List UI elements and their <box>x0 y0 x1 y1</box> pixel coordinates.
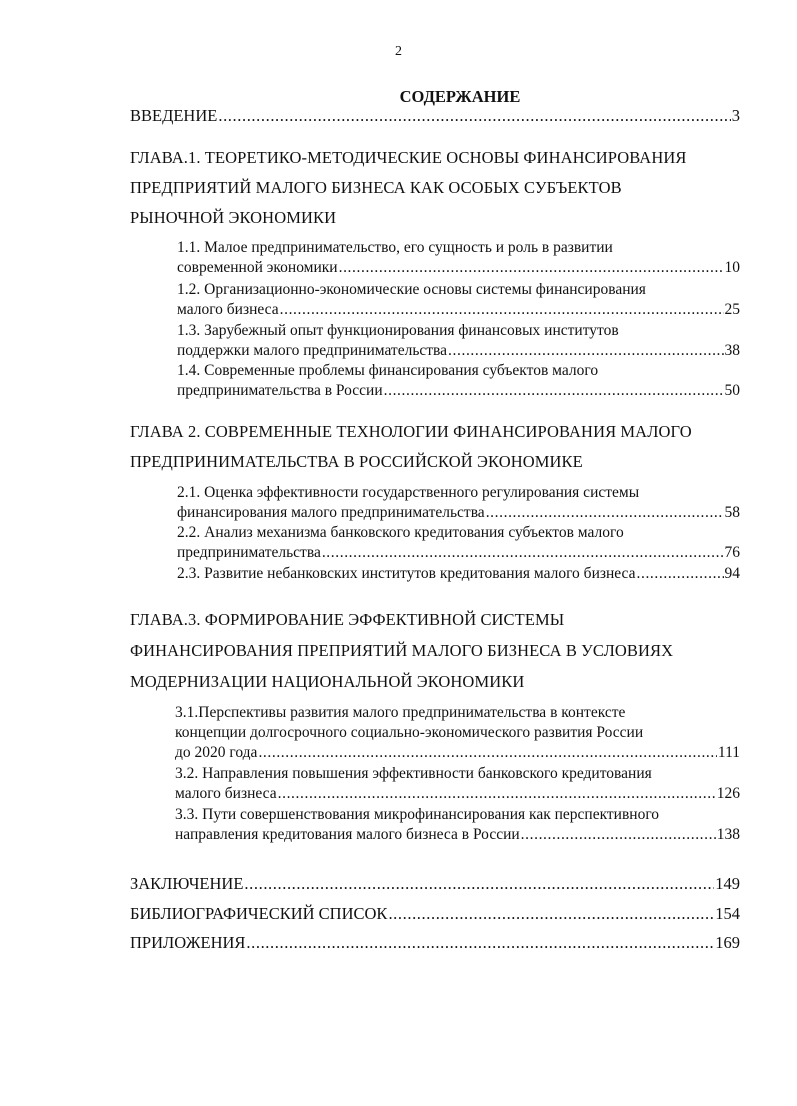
toc-entry-label: финансирования малого предпринимательства <box>177 504 485 521</box>
toc-entry-page: 138 <box>716 826 740 843</box>
chapter-title-line: ГЛАВА.1. ТЕОРЕТИКО-МЕТОДИЧЕСКИЕ ОСНОВЫ ФИНАНСИРОВАНИЯ <box>130 148 687 167</box>
toc-entry-page: 38 <box>724 342 740 359</box>
leader-dots <box>637 564 724 584</box>
toc-entry-label: ВВЕДЕНИЕ <box>130 106 218 125</box>
toc-entry-label: предпринимательства <box>177 544 321 561</box>
leader-dots <box>278 784 716 804</box>
toc-entry-page: 3 <box>731 106 740 125</box>
toc-entry-label: современной экономики <box>177 259 338 276</box>
leader-dots <box>258 743 716 763</box>
chapter-title-line: ГЛАВА 2. СОВРЕМЕННЫЕ ТЕХНОЛОГИИ ФИНАНСИРОВАНИЯ МАЛОГО <box>130 422 692 441</box>
toc-entry-page: 126 <box>716 785 740 802</box>
leader-dots <box>246 933 714 953</box>
leader-dots <box>486 503 724 523</box>
leader-dots <box>339 258 724 278</box>
toc-entry-label: ЗАКЛЮЧЕНИЕ <box>130 874 244 893</box>
chapter-title-line: ФИНАНСИРОВАНИЯ ПРЕПРИЯТИЙ МАЛОГО БИЗНЕСА В УСЛОВИЯХ <box>130 641 674 660</box>
toc-entry-page: 149 <box>715 874 740 893</box>
toc-entry-label: предпринимательства в России <box>177 382 383 399</box>
leader-dots <box>448 341 723 361</box>
toc-entry-appendices[interactable] <box>130 933 740 953</box>
toc-entry-page: 111 <box>717 744 740 761</box>
toc-entry-3-2[interactable] <box>175 784 740 804</box>
leader-dots <box>280 300 724 320</box>
section-3-1-line2: концепции долгосрочного социально-экономического развития России <box>175 724 644 741</box>
toc-entry-intro[interactable] <box>130 106 740 126</box>
chapter-title-line: ПРЕДПРИЯТИЙ МАЛОГО БИЗНЕСА КАК ОСОБЫХ СУБЪЕКТОВ <box>130 178 622 197</box>
toc-entry-conclusion[interactable] <box>130 874 740 894</box>
section-3-3-line1: 3.3. Пути совершенствования микрофинансирования как перспективного <box>175 806 660 823</box>
toc-entry-page: 25 <box>724 301 740 318</box>
toc-entry-label: до 2020 года <box>175 744 258 761</box>
section-1-1-line1: 1.1. Малое предпринимательство, его сущность и роль в развитии <box>177 239 613 256</box>
toc-entry-1-2[interactable] <box>177 300 740 320</box>
toc-entry-label: 2.3. Развитие небанковских институтов кредитования малого бизнеса <box>177 565 636 582</box>
toc-entry-label: направления кредитования малого бизнеса в России <box>175 826 520 843</box>
toc-entry-label: поддержки малого предпринимательства <box>177 342 448 359</box>
toc-entry-page: 58 <box>724 504 740 521</box>
toc-entry-2-1[interactable] <box>177 503 740 523</box>
leader-dots <box>322 543 724 563</box>
section-1-3-line1: 1.3. Зарубежный опыт функционирования финансовых институтов <box>177 322 619 339</box>
leader-dots <box>244 874 714 894</box>
chapter-title-line: ГЛАВА.3. ФОРМИРОВАНИЕ ЭФФЕКТИВНОЙ СИСТЕМЫ <box>130 610 565 629</box>
toc-entry-label: БИБЛИОГРАФИЧЕСКИЙ СПИСОК <box>130 904 388 923</box>
page-number: 2 <box>395 44 402 59</box>
toc-entry-1-1[interactable] <box>177 258 740 278</box>
toc-entry-bibliography[interactable] <box>130 904 740 924</box>
section-2-2-line1: 2.2. Анализ механизма банковского кредитования субъектов малого <box>177 524 624 541</box>
leader-dots <box>521 825 716 845</box>
chapter-title-line: РЫНОЧНОЙ ЭКОНОМИКИ <box>130 208 337 227</box>
toc-entry-label: ПРИЛОЖЕНИЯ <box>130 933 246 952</box>
toc-entry-3-3[interactable] <box>175 825 740 845</box>
section-1-4-line1: 1.4. Современные проблемы финансирования субъектов малого <box>177 362 599 379</box>
toc-entry-page: 169 <box>715 933 740 952</box>
toc-entry-page: 154 <box>715 904 740 923</box>
leader-dots <box>218 106 730 126</box>
chapter-title-line: МОДЕРНИЗАЦИИ НАЦИОНАЛЬНОЙ ЭКОНОМИКИ <box>130 672 525 691</box>
toc-entry-page: 76 <box>724 544 740 561</box>
leader-dots <box>388 904 714 924</box>
toc-entry-3-1[interactable] <box>175 743 740 763</box>
section-3-2-line1: 3.2. Направления повышения эффективности банковского кредитования <box>175 765 652 782</box>
toc-title: СОДЕРЖАНИЕ <box>399 87 521 106</box>
toc-entry-page: 94 <box>724 565 740 582</box>
toc-entry-label: малого бизнеса <box>175 785 277 802</box>
toc-entry-1-3[interactable] <box>177 341 740 361</box>
toc-entry-page: 10 <box>724 259 740 276</box>
toc-entry-label: малого бизнеса <box>177 301 279 318</box>
section-1-2-line1: 1.2. Организационно-экономические основы системы финансирования <box>177 281 646 298</box>
section-2-1-line1: 2.1. Оценка эффективности государственного регулирования системы <box>177 484 640 501</box>
toc-entry-2-3[interactable] <box>177 564 740 584</box>
toc-entry-2-2[interactable] <box>177 543 740 563</box>
chapter-title-line: ПРЕДПРИНИМАТЕЛЬСТВА В РОССИЙСКОЙ ЭКОНОМИКЕ <box>130 452 583 471</box>
toc-entry-page: 50 <box>724 382 740 399</box>
section-3-1-line1: 3.1.Перспективы развития малого предпринимательства в контексте <box>175 704 626 721</box>
toc-entry-1-4[interactable] <box>177 381 740 401</box>
leader-dots <box>384 381 724 401</box>
